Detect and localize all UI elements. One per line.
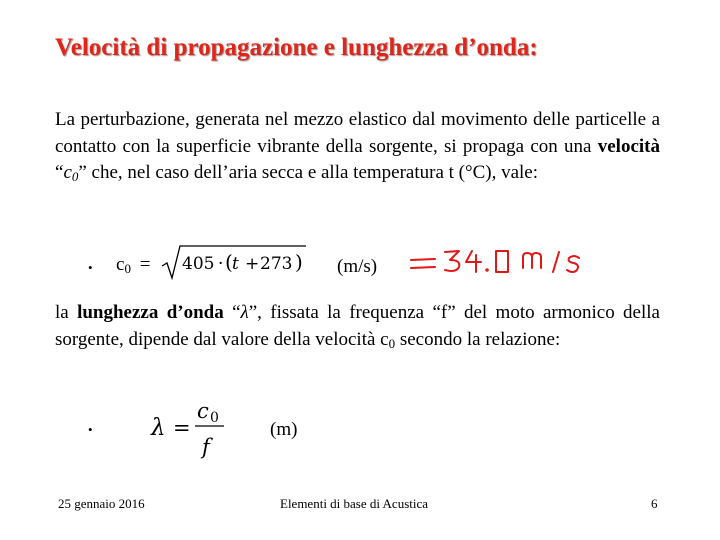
- eq1-close-paren: ): [295, 250, 303, 274]
- hand-digit-4: [466, 251, 481, 272]
- bullet-1: •: [88, 260, 93, 275]
- paragraph-velocity-text-b: “: [55, 162, 64, 183]
- eq1-dot: ·: [218, 254, 224, 274]
- footer-title: Elementi di base di Acustica: [280, 496, 429, 511]
- paragraph-wavelength-text-c: ”, fissata la frequenza “f” del moto armonico della sorgente, dipende dal valore della velocità c: [55, 302, 660, 350]
- equation-speed-formula: [160, 242, 310, 284]
- slide-title: Velocità di propagazione e lunghezza d’onda:: [55, 34, 538, 61]
- symbol-c-subscript-2: 0: [388, 335, 396, 351]
- paragraph-wavelength: [55, 300, 660, 353]
- symbol-lambda: λ: [240, 302, 249, 323]
- eq1-lhs: c: [116, 254, 125, 275]
- eq1-plus: +: [245, 254, 260, 274]
- bullet-2: •: [88, 422, 93, 437]
- eq2-equals: =: [173, 416, 191, 440]
- symbol-c-subscript: 0: [71, 169, 79, 184]
- hand-letter-m: [523, 253, 541, 268]
- eq2-denominator: f: [202, 435, 210, 459]
- footer-date: 25 gennaio 2016: [58, 496, 145, 511]
- equation-speed-unit: (m/s): [337, 256, 378, 277]
- eq2-numerator-subscript: 0: [210, 410, 219, 426]
- eq1-open-paren: (: [225, 250, 233, 274]
- eq1-equals: =: [139, 254, 151, 275]
- hand-dot: [486, 269, 488, 271]
- equation-wavelength-formula: [145, 396, 235, 462]
- keyword-wavelength: lunghezza d’onda: [77, 302, 224, 323]
- eq1-constant: 273: [260, 254, 293, 274]
- paragraph-wavelength-text-d: secondo la relazione:: [395, 328, 561, 350]
- eq2-numerator: c: [197, 399, 209, 423]
- hand-equals-bottom: [411, 267, 435, 268]
- eq1-variable-t: t: [232, 254, 239, 274]
- paragraph-velocity-text-c: ” che, nel caso dell’aria secca e alla temperatura t (°C), vale:: [78, 162, 539, 183]
- hand-letter-s: [567, 256, 579, 272]
- handwritten-annotation: [405, 246, 585, 278]
- eq2-lhs-lambda: λ: [151, 415, 166, 441]
- keyword-velocity: velocità: [597, 135, 660, 157]
- equation-wavelength-unit: (m): [270, 419, 298, 440]
- eq1-radicand-number: 405: [182, 254, 215, 274]
- hand-digit-0: [496, 251, 508, 272]
- paragraph-velocity: [55, 107, 660, 187]
- hand-digit-3: [445, 251, 459, 271]
- paragraph-wavelength-text-b: “: [223, 302, 241, 323]
- hand-slash: [553, 252, 559, 272]
- footer-page-number: 6: [651, 496, 658, 511]
- hand-equals-top: [411, 259, 435, 260]
- symbol-c: c: [63, 162, 72, 183]
- equation-speed-label: [116, 254, 150, 276]
- paragraph-velocity-text-a: La perturbazione, generata nel mezzo elastico dal movimento delle particelle a contatto con la superficie vibrante della sorgente, si propaga con una: [55, 109, 660, 157]
- paragraph-wavelength-text-a: la: [55, 302, 78, 323]
- eq1-lhs-subscript: 0: [124, 261, 131, 276]
